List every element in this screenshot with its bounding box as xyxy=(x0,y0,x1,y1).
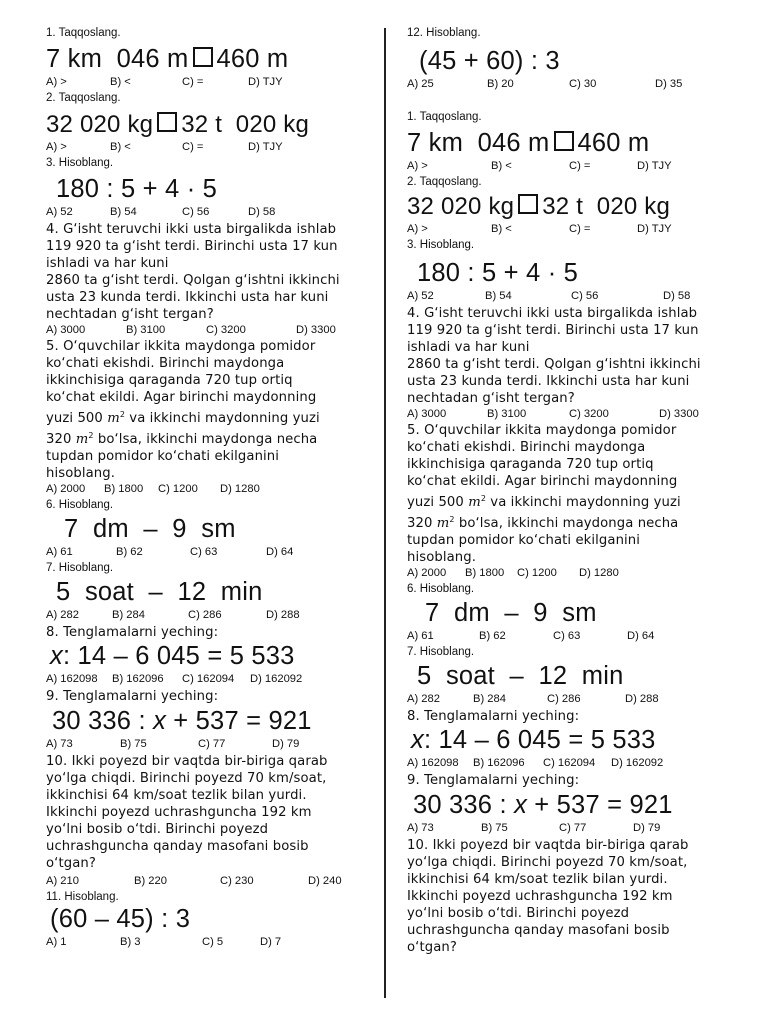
answer-options xyxy=(46,608,376,622)
question-title: 7. Hisoblang. xyxy=(407,646,475,658)
question-text-line: 10. Ikki poyezd bir vaqtda bir-biriga qarab xyxy=(46,754,328,769)
question-text-line: yo‘lga chiqdi. Birinchi poyezd 70 km/soat, xyxy=(46,771,327,786)
right-operand: 460 m xyxy=(216,45,289,73)
question-5 xyxy=(46,338,376,496)
option-a[interactable]: A) 3000 xyxy=(407,408,447,420)
answer-options xyxy=(46,545,376,559)
question-9 xyxy=(46,688,376,751)
question-title: 8. Tenglamalarni yeching: xyxy=(407,709,580,724)
question-text-line: 119 920 ta g‘isht terdi. Birinchi usta 17 kun xyxy=(46,239,338,254)
question-text-line: ikkinchisi 64 km/soat tezlik bilan yurdi. xyxy=(46,788,307,803)
option-c[interactable]: C) 63 xyxy=(190,546,218,558)
answer-options xyxy=(46,205,376,219)
option-b[interactable]: B) 3100 xyxy=(126,324,166,336)
option-c[interactable]: C) 286 xyxy=(547,693,581,705)
option-b[interactable]: B) 220 xyxy=(134,875,167,887)
option-d[interactable]: D) 79 xyxy=(633,822,661,834)
option-d[interactable]: D) 58 xyxy=(663,290,691,302)
question-text-line: 4. G‘isht teruvchi ikki usta birgalikda ishlab xyxy=(46,222,337,237)
option-b[interactable]: B) 54 xyxy=(485,290,512,302)
question-text-line: Ikkinchi poyezd uchrashguncha 192 km xyxy=(46,805,312,820)
question-title: 9. Tenglamalarni yeching: xyxy=(46,689,219,704)
option-b[interactable]: B) 162096 xyxy=(473,757,525,769)
comparison-expression xyxy=(46,44,376,75)
column-divider xyxy=(384,28,386,998)
question-text-line: yo‘lni bosib o‘tdi. Birinchi poyezd xyxy=(407,906,630,921)
answer-options xyxy=(407,821,737,835)
answer-options xyxy=(46,672,376,686)
option-c[interactable]: C) 56 xyxy=(571,290,599,302)
option-b[interactable]: B) 284 xyxy=(112,609,145,621)
question-text-line xyxy=(46,427,376,448)
option-c[interactable]: C) 162094 xyxy=(543,757,596,769)
question-text-line: ko‘chati ekishdi. Birinchi maydonga xyxy=(407,440,646,455)
answer-options xyxy=(46,140,376,154)
question-5 xyxy=(407,422,737,580)
unit-m: m xyxy=(107,411,120,426)
option-c[interactable]: C) = xyxy=(569,223,591,235)
question-text-line: tupdan pomidor ko‘chati ekilganini xyxy=(407,533,641,548)
question-2 xyxy=(46,91,376,154)
answer-options xyxy=(407,159,737,173)
expression: 5 soat – 12 min xyxy=(417,662,624,690)
question-text-line: 5. O‘quvchilar ikkita maydonga pomidor xyxy=(46,339,316,354)
question-text-line xyxy=(407,511,737,532)
question-text-line: nechtadan g‘isht tergan? xyxy=(46,307,214,322)
option-a[interactable]: A) 73 xyxy=(46,738,73,750)
question-text-line xyxy=(46,406,376,427)
option-a[interactable]: A) 73 xyxy=(407,822,434,834)
equation xyxy=(407,725,737,756)
option-c[interactable]: C) 3200 xyxy=(206,324,246,336)
question-text-line: ishladi va har kuni xyxy=(407,340,530,355)
left-operand: 32 020 kg xyxy=(407,193,515,220)
expression: 5 soat – 12 min xyxy=(56,578,263,606)
question-text-line: uchrashguncha qanday masofani bosib xyxy=(407,923,670,938)
text-fragment: 320 xyxy=(407,516,437,531)
expression: 180 : 5 + 4 · 5 xyxy=(56,175,218,203)
right-operand: 460 m xyxy=(577,129,650,157)
text-fragment: va ikkinchi maydonning yuzi xyxy=(125,411,320,426)
option-a[interactable]: A) 2000 xyxy=(46,483,86,495)
option-b[interactable]: B) 1800 xyxy=(104,483,144,495)
equation-part: 30 336 : xyxy=(52,707,154,735)
equation xyxy=(407,790,737,821)
question-title: 11. Hisoblang. xyxy=(46,891,119,903)
option-c[interactable]: C) = xyxy=(182,141,204,153)
question-3 xyxy=(407,238,737,303)
option-a[interactable]: A) > xyxy=(407,160,428,172)
question-10 xyxy=(46,753,376,888)
question-6 xyxy=(46,498,376,559)
answer-options xyxy=(407,692,737,706)
option-c[interactable]: C) 30 xyxy=(569,78,597,90)
question-10 xyxy=(407,837,737,956)
question-title: 2. Taqqoslang. xyxy=(46,92,121,104)
answer-options xyxy=(46,75,376,89)
question-text-line: Ikkinchi poyezd uchrashguncha 192 km xyxy=(407,889,673,904)
question-text-line: nechtadan g‘isht tergan? xyxy=(407,391,575,406)
question-text-line: ikkinchisi 64 km/soat tezlik bilan yurdi. xyxy=(407,872,668,887)
compare-box-icon xyxy=(554,131,574,151)
answer-options xyxy=(407,566,737,580)
left-operand: 7 km 046 m xyxy=(46,45,189,73)
option-a[interactable]: A) 61 xyxy=(407,630,434,642)
option-d[interactable]: D) 35 xyxy=(655,78,683,90)
text-fragment: yuzi 500 xyxy=(46,411,108,426)
question-6 xyxy=(407,582,737,643)
question-title: 1. Taqqoslang. xyxy=(407,111,482,123)
equation-rest: : 14 – 6 045 = 5 533 xyxy=(423,726,656,754)
question-9 xyxy=(407,772,737,835)
option-b[interactable]: B) < xyxy=(491,223,512,235)
question-text-line: usta 23 kunda terdi. Ikkinchi usta har kuni xyxy=(46,290,329,305)
compare-box-icon xyxy=(157,112,177,132)
variable-x: x xyxy=(50,642,63,670)
answer-options xyxy=(46,874,376,888)
question-3 xyxy=(46,156,376,219)
question-7 xyxy=(407,645,737,706)
option-b[interactable]: B) 3 xyxy=(120,936,141,948)
question-text-line: ko‘chati ekishdi. Birinchi maydonga xyxy=(46,356,285,371)
option-d[interactable]: D) 162092 xyxy=(611,757,664,769)
variable-x: x xyxy=(411,726,424,754)
option-d[interactable]: D) 58 xyxy=(248,206,276,218)
option-a[interactable]: A) 25 xyxy=(407,78,434,90)
option-d[interactable]: D) 288 xyxy=(625,693,659,705)
option-c[interactable]: C) 3200 xyxy=(569,408,609,420)
right-column xyxy=(407,26,737,956)
answer-options xyxy=(407,407,737,421)
option-c[interactable]: C) 286 xyxy=(188,609,222,621)
equation xyxy=(46,641,376,672)
question-title: 9. Tenglamalarni yeching: xyxy=(407,773,580,788)
question-text-line: uchrashguncha qanday masofani bosib xyxy=(46,839,309,854)
option-c[interactable]: C) = xyxy=(569,160,591,172)
unit-m: m xyxy=(436,516,450,531)
unit-exponent: 2 xyxy=(119,410,126,419)
option-b[interactable]: B) 62 xyxy=(479,630,506,642)
question-7 xyxy=(46,561,376,622)
option-b[interactable]: B) < xyxy=(491,160,512,172)
option-d[interactable]: D) 288 xyxy=(266,609,300,621)
option-a[interactable]: A) 2000 xyxy=(407,567,447,579)
comparison-expression xyxy=(407,191,737,222)
option-c[interactable]: C) 1200 xyxy=(517,567,557,579)
question-title: 3. Hisoblang. xyxy=(407,239,475,251)
right-operand: 32 t 020 kg xyxy=(181,111,310,138)
option-d[interactable]: D) TJY xyxy=(637,223,672,235)
option-b[interactable]: B) 75 xyxy=(120,738,147,750)
option-b[interactable]: B) 162096 xyxy=(112,673,164,685)
option-c[interactable]: C) = xyxy=(182,76,204,88)
compare-box-icon xyxy=(193,47,213,67)
text-fragment: yuzi 500 xyxy=(407,495,469,510)
option-b[interactable]: B) 62 xyxy=(116,546,143,558)
variable-x: x xyxy=(514,791,528,819)
question-2 xyxy=(407,175,737,236)
question-title: 7. Hisoblang. xyxy=(46,562,114,574)
option-b[interactable]: B) < xyxy=(110,141,131,153)
question-11 xyxy=(46,890,376,949)
question-text-line: ikkinchisiga qaraganda 720 tup ortiq xyxy=(46,373,293,388)
question-12 xyxy=(407,26,737,91)
option-b[interactable]: B) < xyxy=(110,76,131,88)
question-text-line: 5. O‘quvchilar ikkita maydonga pomidor xyxy=(407,423,677,438)
comparison-expression xyxy=(407,128,737,159)
question-text-line: ikkinchisiga qaraganda 720 tup ortiq xyxy=(407,457,654,472)
question-title: 6. Hisoblang. xyxy=(46,499,114,511)
question-text-line: 10. Ikki poyezd bir vaqtda bir-biriga qarab xyxy=(407,838,689,853)
question-text-line: usta 23 kunda terdi. Ikkinchi usta har kuni xyxy=(407,374,690,389)
question-text-line: yo‘lga chiqdi. Birinchi poyezd 70 km/soat, xyxy=(407,855,688,870)
expression: (45 + 60) : 3 xyxy=(419,47,560,75)
option-c[interactable]: C) 63 xyxy=(553,630,581,642)
option-a[interactable]: A) > xyxy=(46,76,67,88)
question-1 xyxy=(407,110,737,173)
question-text-line: 2860 ta g‘isht terdi. Qolgan g‘ishtni ikkinchi xyxy=(407,357,701,372)
option-b[interactable]: B) 54 xyxy=(110,206,137,218)
question-text-line: hisoblang. xyxy=(46,466,115,481)
answer-options xyxy=(407,222,737,236)
option-a[interactable]: A) 3000 xyxy=(46,324,86,336)
question-text-line xyxy=(407,490,737,511)
question-title: 8. Tenglamalarni yeching: xyxy=(46,625,219,640)
text-fragment: bo‘lsa, ikkinchi maydonga necha xyxy=(454,516,679,531)
option-d[interactable]: D) 3300 xyxy=(296,324,336,336)
option-c[interactable]: C) 1200 xyxy=(158,483,198,495)
question-title: 1. Taqqoslang. xyxy=(46,27,121,39)
option-d[interactable]: D) 1280 xyxy=(579,567,619,579)
option-a[interactable]: A) > xyxy=(46,141,67,153)
question-title: 2. Taqqoslang. xyxy=(407,176,482,188)
answer-options xyxy=(46,737,376,751)
option-c[interactable]: C) 77 xyxy=(198,738,226,750)
question-title: 6. Hisoblang. xyxy=(407,583,475,595)
question-text-line: ko‘chat ekildi. Agar birinchi maydonning xyxy=(407,474,678,489)
expression: 7 dm – 9 sm xyxy=(64,515,236,543)
expression: (60 – 45) : 3 xyxy=(50,905,191,933)
option-c[interactable]: C) 230 xyxy=(220,875,254,887)
question-text-line: o‘tgan? xyxy=(46,856,96,871)
question-text-line: yo‘lni bosib o‘tdi. Birinchi poyezd xyxy=(46,822,269,837)
option-d[interactable]: D) TJY xyxy=(248,141,283,153)
equation-rest: : 14 – 6 045 = 5 533 xyxy=(62,642,295,670)
option-d[interactable]: D) 7 xyxy=(260,936,282,948)
question-8 xyxy=(46,624,376,686)
option-b[interactable]: B) 284 xyxy=(473,693,506,705)
option-c[interactable]: C) 162094 xyxy=(182,673,235,685)
right-operand: 32 t 020 kg xyxy=(542,193,671,220)
option-b[interactable]: B) 75 xyxy=(481,822,508,834)
answer-options xyxy=(407,289,737,303)
question-8 xyxy=(407,708,737,770)
compare-box-icon xyxy=(518,194,538,214)
unit-exponent: 2 xyxy=(88,431,94,440)
equation-part: + 537 = 921 xyxy=(166,707,312,735)
option-a[interactable]: A) 162098 xyxy=(46,673,98,685)
question-text-line: 119 920 ta g‘isht terdi. Birinchi usta 17 kun xyxy=(407,323,699,338)
answer-options xyxy=(407,756,737,770)
left-operand: 7 km 046 m xyxy=(407,129,550,157)
option-a[interactable]: A) 1 xyxy=(46,936,67,948)
variable-x: x xyxy=(153,707,167,735)
question-text-line: ko‘chat ekildi. Agar birinchi maydonning xyxy=(46,390,317,405)
unit-m: m xyxy=(468,495,481,510)
left-column xyxy=(46,26,376,949)
equation-part: 30 336 : xyxy=(413,791,515,819)
option-a[interactable]: A) 282 xyxy=(407,693,440,705)
answer-options xyxy=(46,482,376,496)
text-fragment: 320 xyxy=(46,432,76,447)
option-d[interactable]: D) 3300 xyxy=(659,408,699,420)
question-text-line: 4. G‘isht teruvchi ikki usta birgalikda ishlab xyxy=(407,306,698,321)
option-a[interactable]: A) > xyxy=(407,223,428,235)
left-operand: 32 020 kg xyxy=(46,111,154,138)
option-a[interactable]: A) 52 xyxy=(46,206,73,218)
text-fragment: bo‘lsa, ikkinchi maydonga necha xyxy=(93,432,318,447)
option-a[interactable]: A) 52 xyxy=(407,290,434,302)
option-a[interactable]: A) 282 xyxy=(46,609,79,621)
option-c[interactable]: C) 5 xyxy=(202,936,224,948)
answer-options xyxy=(407,629,737,643)
answer-options xyxy=(407,77,737,91)
question-title: 12. Hisoblang. xyxy=(407,27,481,39)
question-4 xyxy=(46,221,376,337)
answer-options xyxy=(46,323,376,337)
option-a[interactable]: A) 210 xyxy=(46,875,79,887)
comparison-expression xyxy=(46,109,376,140)
option-d[interactable]: D) 1280 xyxy=(220,483,260,495)
question-text-line: o‘tgan? xyxy=(407,940,457,955)
question-title: 3. Hisoblang. xyxy=(46,157,114,169)
question-1 xyxy=(46,26,376,89)
option-b[interactable]: B) 20 xyxy=(487,78,514,90)
option-d[interactable]: D) 162092 xyxy=(250,673,303,685)
text-fragment: va ikkinchi maydonning yuzi xyxy=(486,495,681,510)
question-4 xyxy=(407,305,737,421)
unit-m: m xyxy=(75,432,89,447)
question-text-line: ishladi va har kuni xyxy=(46,256,169,271)
equation xyxy=(46,706,376,737)
unit-exponent: 2 xyxy=(449,515,455,524)
option-a[interactable]: A) 61 xyxy=(46,546,73,558)
option-b[interactable]: B) 3100 xyxy=(487,408,527,420)
expression: 180 : 5 + 4 · 5 xyxy=(417,259,579,287)
option-d[interactable]: D) TJY xyxy=(248,76,283,88)
option-c[interactable]: C) 77 xyxy=(559,822,587,834)
option-d[interactable]: D) 64 xyxy=(266,546,294,558)
option-b[interactable]: B) 1800 xyxy=(465,567,505,579)
question-text-line: tupdan pomidor ko‘chati ekilganini xyxy=(46,449,280,464)
option-d[interactable]: D) TJY xyxy=(637,160,672,172)
option-d[interactable]: D) 240 xyxy=(308,875,342,887)
equation-part: + 537 = 921 xyxy=(527,791,673,819)
question-text-line: 2860 ta g‘isht terdi. Qolgan g‘ishtni ikkinchi xyxy=(46,273,340,288)
unit-exponent: 2 xyxy=(480,494,487,503)
expression: 7 dm – 9 sm xyxy=(425,599,597,627)
option-c[interactable]: C) 56 xyxy=(182,206,210,218)
option-d[interactable]: D) 64 xyxy=(627,630,655,642)
question-text-line: hisoblang. xyxy=(407,550,476,565)
option-d[interactable]: D) 79 xyxy=(272,738,300,750)
option-a[interactable]: A) 162098 xyxy=(407,757,459,769)
answer-options xyxy=(46,935,376,949)
